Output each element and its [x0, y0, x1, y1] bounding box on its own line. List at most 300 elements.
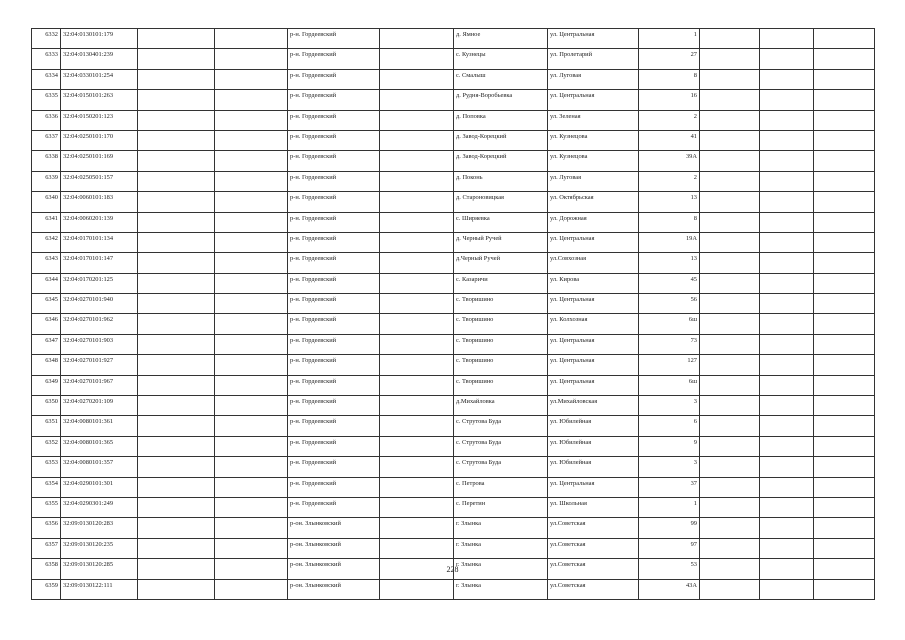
cell-empty	[760, 69, 814, 89]
cell-empty	[814, 334, 875, 354]
cell-empty	[700, 49, 760, 69]
table-row	[32, 49, 875, 69]
cell-district: р-н. Гордеевский	[288, 436, 380, 456]
cell-empty	[380, 497, 454, 517]
cell-district: р-н. Гордеевский	[288, 334, 380, 354]
cell-locality: с. Петрова	[454, 477, 548, 497]
cell-empty	[138, 497, 215, 517]
cell-locality: с. Смалыш	[454, 69, 548, 89]
cell-cadastral-number: 32:04:0060101:183	[61, 192, 138, 212]
cell-empty	[700, 253, 760, 273]
table-row	[32, 232, 875, 252]
cell-empty	[138, 90, 215, 110]
cell-district: р-н. Гордеевский	[288, 212, 380, 232]
cell-district: р-н. Гордеевский	[288, 192, 380, 212]
cell-empty	[380, 29, 454, 49]
cell-empty	[380, 436, 454, 456]
cell-house-number: 1	[639, 497, 700, 517]
cell-cadastral-number: 32:04:0150201:123	[61, 110, 138, 130]
cell-district: р-н. Гордеевский	[288, 253, 380, 273]
cell-empty	[760, 171, 814, 191]
cell-empty	[760, 110, 814, 130]
table-row	[32, 416, 875, 436]
cell-district: р-н. Гордеевский	[288, 69, 380, 89]
cell-empty	[380, 253, 454, 273]
cell-empty	[215, 518, 288, 538]
cell-district: р-н. Гордеевский	[288, 151, 380, 171]
cell-empty	[760, 538, 814, 558]
cell-empty	[814, 375, 875, 395]
cell-number: 6332	[32, 29, 61, 49]
cell-empty	[138, 314, 215, 334]
cell-empty	[700, 538, 760, 558]
cell-empty	[700, 90, 760, 110]
cell-house-number: 45	[639, 273, 700, 293]
cell-number: 6359	[32, 579, 61, 599]
cell-locality: г. Злынка	[454, 538, 548, 558]
cell-locality: с. Ширяевка	[454, 212, 548, 232]
cell-street: ул. Луговая	[548, 69, 639, 89]
cell-empty	[814, 396, 875, 416]
table-row	[32, 314, 875, 334]
cell-empty	[814, 355, 875, 375]
cell-empty	[760, 436, 814, 456]
cell-street: ул.Советская	[548, 559, 639, 579]
cell-cadastral-number: 32:04:0270101:927	[61, 355, 138, 375]
cell-house-number: 6ш	[639, 375, 700, 395]
cell-empty	[215, 294, 288, 314]
cell-empty	[215, 253, 288, 273]
cell-district: р-н. Гордеевский	[288, 273, 380, 293]
cell-empty	[700, 416, 760, 436]
cell-locality: д.Черный Ручей	[454, 253, 548, 273]
cell-number: 6334	[32, 69, 61, 89]
cell-empty	[700, 436, 760, 456]
cell-house-number: 3	[639, 396, 700, 416]
cell-street: ул. Октябрьская	[548, 192, 639, 212]
cell-street: ул. Школьная	[548, 497, 639, 517]
cell-district: р-н. Гордеевский	[288, 477, 380, 497]
cell-empty	[138, 355, 215, 375]
cell-cadastral-number: 32:04:0270201:109	[61, 396, 138, 416]
cell-number: 6353	[32, 457, 61, 477]
cell-empty	[814, 457, 875, 477]
cell-empty	[215, 355, 288, 375]
table-row	[32, 212, 875, 232]
cell-empty	[138, 477, 215, 497]
cell-empty	[215, 396, 288, 416]
cell-locality: с. Творишино	[454, 334, 548, 354]
cell-house-number: 27	[639, 49, 700, 69]
cell-empty	[380, 171, 454, 191]
cell-empty	[215, 457, 288, 477]
cell-street: ул. Центральная	[548, 294, 639, 314]
cell-district: р-он. Злынковский	[288, 538, 380, 558]
cell-number: 6333	[32, 49, 61, 69]
cell-empty	[380, 579, 454, 599]
cell-empty	[215, 192, 288, 212]
table-row	[32, 90, 875, 110]
cell-locality: д. Рудня-Воробьевка	[454, 90, 548, 110]
cell-house-number: 97	[639, 538, 700, 558]
cell-street: ул. Дорожная	[548, 212, 639, 232]
cell-empty	[380, 518, 454, 538]
cell-empty	[215, 49, 288, 69]
table-row	[32, 477, 875, 497]
cell-empty	[760, 518, 814, 538]
cell-number: 6343	[32, 253, 61, 273]
cell-empty	[380, 151, 454, 171]
cell-empty	[760, 457, 814, 477]
cell-district: р-н. Гордеевский	[288, 355, 380, 375]
cell-cadastral-number: 32:09:0130120:285	[61, 559, 138, 579]
cell-empty	[700, 355, 760, 375]
cell-empty	[380, 538, 454, 558]
cell-district: р-он. Злынковский	[288, 579, 380, 599]
cell-house-number: 1	[639, 29, 700, 49]
cell-empty	[138, 416, 215, 436]
cell-district: р-н. Гордеевский	[288, 232, 380, 252]
table-row	[32, 294, 875, 314]
cell-empty	[760, 497, 814, 517]
cell-empty	[380, 273, 454, 293]
cell-empty	[760, 579, 814, 599]
cell-empty	[215, 416, 288, 436]
cell-empty	[814, 49, 875, 69]
table-row	[32, 579, 875, 599]
cell-empty	[380, 212, 454, 232]
cell-district: р-н. Гордеевский	[288, 171, 380, 191]
cell-locality: с. Творишино	[454, 355, 548, 375]
cell-locality: с. Казаричи	[454, 273, 548, 293]
cell-district: р-н. Гордеевский	[288, 294, 380, 314]
cell-house-number: 53	[639, 559, 700, 579]
cell-district: р-н. Гордеевский	[288, 29, 380, 49]
cell-house-number: 43А	[639, 579, 700, 599]
cell-street: ул.Советская	[548, 538, 639, 558]
cell-empty	[138, 49, 215, 69]
cell-number: 6357	[32, 538, 61, 558]
cell-empty	[700, 518, 760, 538]
cell-locality: с. Творишино	[454, 375, 548, 395]
cell-district: р-н. Гордеевский	[288, 375, 380, 395]
cell-empty	[760, 273, 814, 293]
cell-empty	[814, 477, 875, 497]
table-row	[32, 396, 875, 416]
cell-street: ул. Центральная	[548, 90, 639, 110]
cell-cadastral-number: 32:04:0270101:962	[61, 314, 138, 334]
cell-empty	[215, 212, 288, 232]
cell-empty	[814, 171, 875, 191]
cell-empty	[380, 314, 454, 334]
cell-number: 6347	[32, 334, 61, 354]
cell-district: р-н. Гордеевский	[288, 90, 380, 110]
cell-empty	[700, 151, 760, 171]
cell-empty	[138, 375, 215, 395]
cell-empty	[138, 171, 215, 191]
cell-district: р-н. Гордеевский	[288, 110, 380, 130]
cell-cadastral-number: 32:04:0170101:134	[61, 232, 138, 252]
cell-cadastral-number: 32:04:0290101:301	[61, 477, 138, 497]
cell-number: 6344	[32, 273, 61, 293]
cell-house-number: 73	[639, 334, 700, 354]
cell-empty	[760, 314, 814, 334]
cell-locality: с. Струтова Буда	[454, 436, 548, 456]
cell-empty	[138, 69, 215, 89]
cell-number: 6354	[32, 477, 61, 497]
cell-empty	[700, 334, 760, 354]
cell-house-number: 3	[639, 457, 700, 477]
table-row	[32, 151, 875, 171]
cell-cadastral-number: 32:04:0250101:169	[61, 151, 138, 171]
table-row	[32, 110, 875, 130]
cell-street: ул. Луговая	[548, 171, 639, 191]
cell-empty	[138, 29, 215, 49]
cell-locality: г. Злынка	[454, 559, 548, 579]
cell-empty	[215, 151, 288, 171]
cell-empty	[380, 130, 454, 150]
cell-house-number: 2	[639, 110, 700, 130]
cell-house-number: 127	[639, 355, 700, 375]
cell-empty	[380, 232, 454, 252]
cell-empty	[760, 192, 814, 212]
table-row	[32, 130, 875, 150]
cell-empty	[215, 579, 288, 599]
cell-cadastral-number: 32:09:0130122:111	[61, 579, 138, 599]
cell-empty	[215, 90, 288, 110]
cell-cadastral-number: 32:04:0270101:967	[61, 375, 138, 395]
cell-house-number: 99	[639, 518, 700, 538]
cell-district: р-н. Гордеевский	[288, 396, 380, 416]
cell-cadastral-number: 32:04:0130101:179	[61, 29, 138, 49]
cell-house-number: 2	[639, 171, 700, 191]
cell-empty	[814, 90, 875, 110]
cell-number: 6348	[32, 355, 61, 375]
property-register-table	[31, 28, 875, 600]
cell-empty	[814, 253, 875, 273]
cell-number: 6349	[32, 375, 61, 395]
cell-empty	[760, 212, 814, 232]
cell-empty	[380, 294, 454, 314]
cell-street: ул.Совхозная	[548, 253, 639, 273]
cell-house-number: 9	[639, 436, 700, 456]
cell-empty	[760, 253, 814, 273]
cell-house-number: 37	[639, 477, 700, 497]
cell-empty	[700, 130, 760, 150]
cell-empty	[380, 416, 454, 436]
cell-empty	[814, 273, 875, 293]
cell-empty	[700, 110, 760, 130]
cell-empty	[138, 579, 215, 599]
cell-number: 6355	[32, 497, 61, 517]
cell-empty	[380, 110, 454, 130]
cell-empty	[380, 69, 454, 89]
page-number: 228	[446, 565, 459, 574]
cell-house-number: 8	[639, 69, 700, 89]
cell-number: 6351	[32, 416, 61, 436]
cell-empty	[760, 29, 814, 49]
cell-empty	[215, 273, 288, 293]
cell-locality: с. Творишино	[454, 294, 548, 314]
cell-empty	[760, 90, 814, 110]
cell-empty	[380, 49, 454, 69]
cell-empty	[215, 232, 288, 252]
cell-empty	[760, 355, 814, 375]
cell-empty	[215, 334, 288, 354]
table-row	[32, 457, 875, 477]
table-row	[32, 355, 875, 375]
cell-empty	[138, 294, 215, 314]
cell-locality: с. Перетин	[454, 497, 548, 517]
cell-empty	[700, 69, 760, 89]
cell-empty	[760, 477, 814, 497]
cell-empty	[380, 355, 454, 375]
cell-cadastral-number: 32:04:0170201:125	[61, 273, 138, 293]
cell-street: ул. Юбилейная	[548, 457, 639, 477]
cell-number: 6352	[32, 436, 61, 456]
cell-house-number: 6	[639, 416, 700, 436]
cell-empty	[814, 538, 875, 558]
cell-street: ул. Зеленая	[548, 110, 639, 130]
cell-empty	[215, 69, 288, 89]
cell-cadastral-number: 32:09:0130120:283	[61, 518, 138, 538]
cell-empty	[215, 497, 288, 517]
cell-cadastral-number: 32:04:0170101:147	[61, 253, 138, 273]
cell-number: 6356	[32, 518, 61, 538]
table-row	[32, 273, 875, 293]
cell-district: р-н. Гордеевский	[288, 416, 380, 436]
table-row	[32, 497, 875, 517]
cell-district: р-н. Гордеевский	[288, 457, 380, 477]
cell-empty	[138, 130, 215, 150]
cell-empty	[700, 375, 760, 395]
cell-locality: с. Струтова Буда	[454, 416, 548, 436]
cell-number: 6339	[32, 171, 61, 191]
cell-empty	[215, 538, 288, 558]
cell-empty	[215, 314, 288, 334]
table-row	[32, 375, 875, 395]
cell-empty	[814, 69, 875, 89]
cell-empty	[700, 457, 760, 477]
cell-empty	[700, 314, 760, 334]
cell-cadastral-number: 32:04:0250101:170	[61, 130, 138, 150]
cell-empty	[814, 232, 875, 252]
cell-empty	[138, 396, 215, 416]
cell-locality: д. Староновицкая	[454, 192, 548, 212]
cell-locality: с. Струтова Буда	[454, 457, 548, 477]
cell-street: ул. Центральная	[548, 29, 639, 49]
cell-district: р-н. Гордеевский	[288, 49, 380, 69]
cell-empty	[814, 130, 875, 150]
cell-empty	[215, 110, 288, 130]
cell-empty	[138, 538, 215, 558]
cell-empty	[814, 579, 875, 599]
cell-locality: д. Завод-Корецкий	[454, 130, 548, 150]
cell-house-number: 39А	[639, 151, 700, 171]
cell-locality: д. Завод-Корецкий	[454, 151, 548, 171]
cell-district: р-он. Злынковский	[288, 518, 380, 538]
cell-house-number: 41	[639, 130, 700, 150]
cell-empty	[215, 171, 288, 191]
cell-locality: с. Творишино	[454, 314, 548, 334]
cell-empty	[700, 497, 760, 517]
table-row	[32, 69, 875, 89]
cell-empty	[215, 29, 288, 49]
cell-number: 6350	[32, 396, 61, 416]
cell-cadastral-number: 32:04:0270101:940	[61, 294, 138, 314]
cell-house-number: 8	[639, 212, 700, 232]
cell-locality: с. Кузнецы	[454, 49, 548, 69]
cell-number: 6336	[32, 110, 61, 130]
cell-street: ул. Кузнецова	[548, 151, 639, 171]
cell-empty	[760, 130, 814, 150]
cell-locality: д. Ямное	[454, 29, 548, 49]
table-row	[32, 518, 875, 538]
cell-empty	[814, 294, 875, 314]
cell-empty	[138, 212, 215, 232]
cell-empty	[700, 579, 760, 599]
cell-empty	[760, 416, 814, 436]
cell-cadastral-number: 32:04:0080101:365	[61, 436, 138, 456]
cell-street: ул. Пролетарий	[548, 49, 639, 69]
cell-empty	[380, 396, 454, 416]
cell-empty	[380, 457, 454, 477]
cell-empty	[215, 477, 288, 497]
cell-empty	[700, 294, 760, 314]
cell-empty	[700, 212, 760, 232]
cell-empty	[138, 192, 215, 212]
cell-empty	[814, 29, 875, 49]
table-body	[32, 29, 875, 600]
cell-number: 6335	[32, 90, 61, 110]
cell-cadastral-number: 32:04:0250501:157	[61, 171, 138, 191]
cell-number: 6342	[32, 232, 61, 252]
cell-number: 6345	[32, 294, 61, 314]
cell-cadastral-number: 32:04:0080101:357	[61, 457, 138, 477]
cell-empty	[760, 375, 814, 395]
cell-empty	[700, 192, 760, 212]
cell-locality: д. Черный Ручей	[454, 232, 548, 252]
cell-house-number: 6ш	[639, 314, 700, 334]
cell-empty	[138, 273, 215, 293]
cell-empty	[814, 416, 875, 436]
cell-empty	[380, 334, 454, 354]
cell-empty	[138, 334, 215, 354]
table-row	[32, 171, 875, 191]
cell-empty	[814, 110, 875, 130]
cell-number: 6341	[32, 212, 61, 232]
cell-cadastral-number: 32:09:0130120:235	[61, 538, 138, 558]
cell-empty	[700, 29, 760, 49]
cell-empty	[814, 192, 875, 212]
cell-empty	[760, 49, 814, 69]
cell-district: р-н. Гордеевский	[288, 130, 380, 150]
cell-empty	[380, 477, 454, 497]
cell-empty	[700, 232, 760, 252]
cell-locality: д. Поконь	[454, 171, 548, 191]
cell-empty	[760, 151, 814, 171]
cell-empty	[760, 294, 814, 314]
cell-house-number: 16	[639, 90, 700, 110]
cell-cadastral-number: 32:04:0130401:239	[61, 49, 138, 69]
table-row	[32, 29, 875, 49]
cell-empty	[814, 497, 875, 517]
cell-house-number: 56	[639, 294, 700, 314]
cell-street: ул.Михайловская	[548, 396, 639, 416]
table-row	[32, 538, 875, 558]
cell-empty	[700, 273, 760, 293]
cell-locality: д. Поповка	[454, 110, 548, 130]
